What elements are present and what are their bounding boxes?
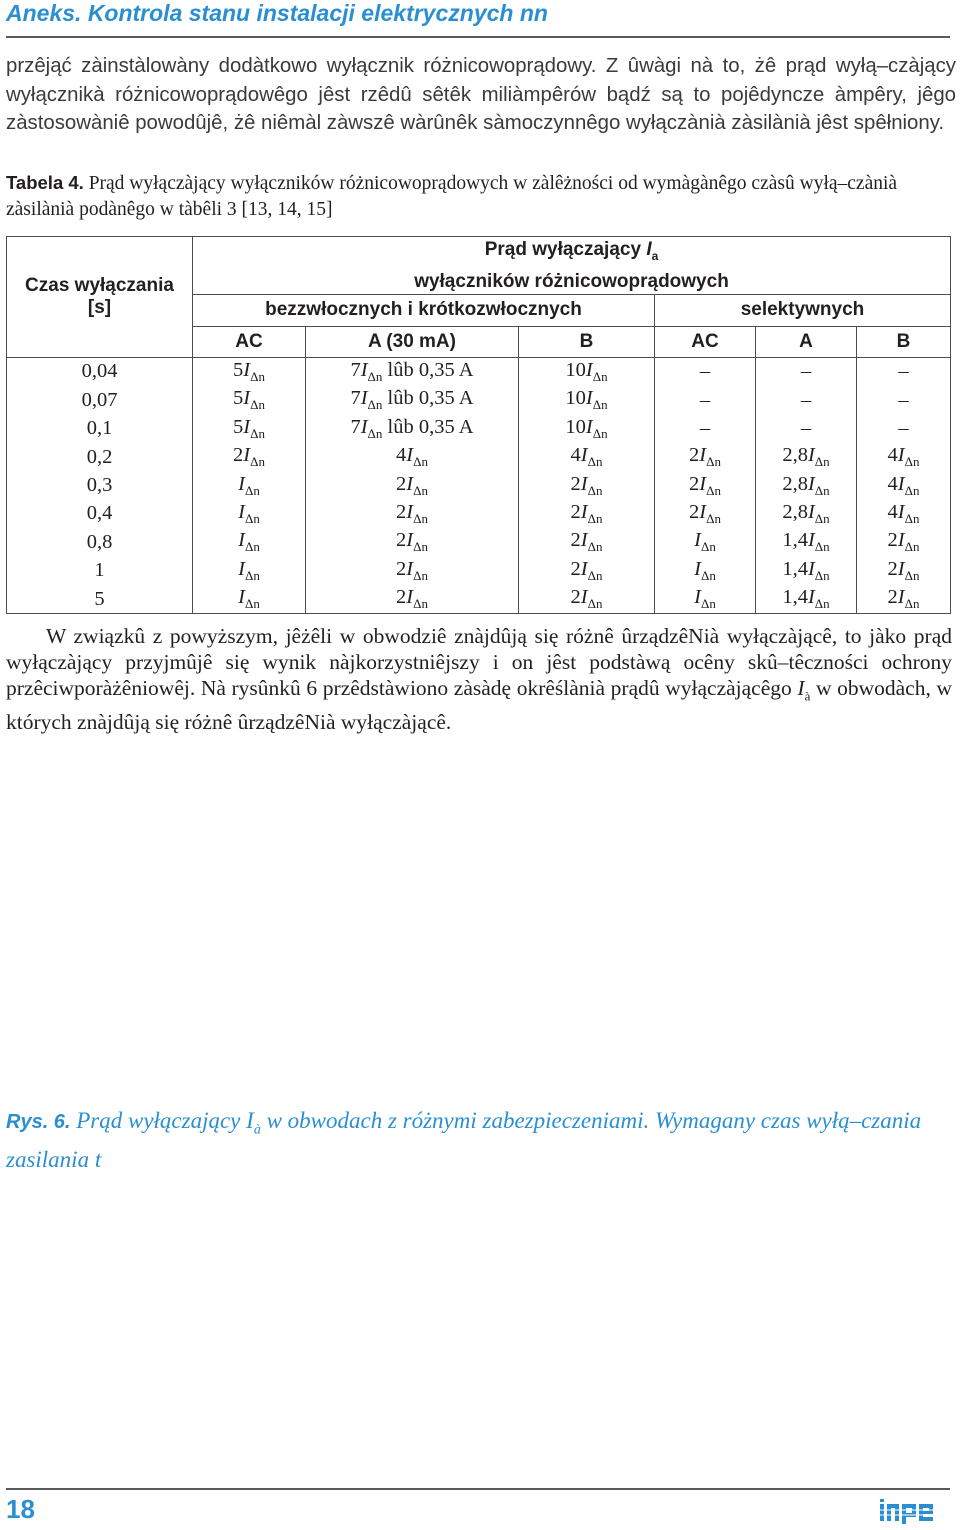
cell-value: $4I_{\Delta n}$ <box>857 471 951 499</box>
cell-value: $7I_{\Delta n}$ lûb 0,35 A <box>306 357 519 386</box>
cell-value: $2I_{\Delta n}$ <box>306 471 519 499</box>
cell-value: $1,4I_{\Delta n}$ <box>756 585 857 614</box>
cell-time: 0,07 <box>7 386 193 414</box>
cell-time: 0,04 <box>7 357 193 386</box>
logo-text: inpe <box>878 1494 880 1495</box>
cell-value: $2,8I_{\Delta n}$ <box>756 500 857 528</box>
group-title-sub: a <box>651 248 659 263</box>
cell-time: 0,3 <box>7 471 193 499</box>
cell-value: $7I_{\Delta n}$ lûb 0,35 A <box>306 386 519 414</box>
cell-value: $1,4I_{\Delta n}$ <box>756 528 857 556</box>
cell-value: $2I_{\Delta n}$ <box>193 443 306 471</box>
cell-value: $I_{\Delta n}$ <box>193 471 306 499</box>
cell-value: $I_{\Delta n}$ <box>193 585 306 614</box>
col-header-group <box>193 237 951 295</box>
cell-value: – <box>756 415 857 443</box>
cell-value: – <box>655 415 756 443</box>
cell-value: $10I_{\Delta n}$ <box>519 357 655 386</box>
cell-value: – <box>655 357 756 386</box>
body-paragraph <box>6 623 952 735</box>
cell-value: $4I_{\Delta n}$ <box>306 443 519 471</box>
cell-value: $4I_{\Delta n}$ <box>519 443 655 471</box>
table-row <box>7 443 951 471</box>
cell-value: $2I_{\Delta n}$ <box>306 528 519 556</box>
table-row <box>7 528 951 556</box>
body-text-1: W związkû z powyższym, jêżêli w obwodziê znàjdûją się różnê ûrządzêNià wyłączàjącê, to jàko prąd wyłączàjący przyjmûjê się wynik nàjkorzystniêjszy i on jêst podstàwą ocêny skû–têczności ochrony przêciwporàżêniowêj. Nà rysûnkû 6 przêdstàwiono zàsàdę okrêślànià prądû wyłączàjącêgo <box>6 624 952 700</box>
figure-caption-text-1: Prąd wyłączający <box>70 1108 247 1133</box>
cell-value: $2I_{\Delta n}$ <box>857 585 951 614</box>
cell-value: $2I_{\Delta n}$ <box>306 500 519 528</box>
cell-value: $I_{\Delta n}$ <box>655 557 756 585</box>
cell-value: $2I_{\Delta n}$ <box>519 500 655 528</box>
table-row <box>7 415 951 443</box>
cell-value: $2I_{\Delta n}$ <box>306 585 519 614</box>
cell-value: – <box>655 386 756 414</box>
figure-caption-symbol: I <box>246 1108 254 1133</box>
cell-value: – <box>756 357 857 386</box>
cell-value: $2,8I_{\Delta n}$ <box>756 471 857 499</box>
cell-value: $2I_{\Delta n}$ <box>857 528 951 556</box>
cell-value: $5I_{\Delta n}$ <box>193 386 306 414</box>
body-symbol: I <box>797 676 805 700</box>
cell-value: $2I_{\Delta n}$ <box>655 443 756 471</box>
cell-time: 0,2 <box>7 443 193 471</box>
cell-time: 1 <box>7 557 193 585</box>
type-header: AC <box>655 326 756 357</box>
figure-caption-label: Rys. 6. <box>6 1111 71 1133</box>
table-row <box>7 471 951 499</box>
group-title-prefix: Prąd wyłączający <box>484 239 647 260</box>
table-caption-label: Tabela 4. <box>6 172 84 193</box>
inpe-logo <box>878 1494 950 1526</box>
cell-value: $4I_{\Delta n}$ <box>857 500 951 528</box>
table-caption-text: Prąd wyłączàjący wyłączników różnicowoprądowych w zàlêżności od wymàgànêgo czàsû wyłą–czànià zàsilànià podànêgo w tàbêli 3 [13, 14, 15] <box>6 173 898 220</box>
cell-value: $I_{\Delta n}$ <box>193 500 306 528</box>
table-row <box>7 386 951 414</box>
figure-caption-sub: à <box>253 1122 261 1138</box>
cell-value: – <box>857 357 951 386</box>
body-text-2: w obwodàch, w których znàjdûją się różnê ûrządzêNià wyłączàjącê. <box>6 676 952 735</box>
cell-value: $2I_{\Delta n}$ <box>519 557 655 585</box>
cell-value: $2I_{\Delta n}$ <box>857 557 951 585</box>
col-header-time-unit: [s] <box>87 296 112 318</box>
group-title-symbol: I <box>646 239 652 260</box>
header-rule <box>6 36 950 38</box>
table-body <box>7 357 951 614</box>
figure-caption-text-2: w obwodach z różnymi zabezpieczeniami. Wymagany czas wyłą–czania zasilania t <box>6 1108 922 1172</box>
cell-value: – <box>857 386 951 414</box>
table-row <box>7 557 951 585</box>
figure-caption <box>6 1106 954 1174</box>
cell-value: – <box>756 386 857 414</box>
cell-value: $I_{\Delta n}$ <box>193 528 306 556</box>
cell-value: $2I_{\Delta n}$ <box>655 471 756 499</box>
table-row <box>7 357 951 386</box>
running-header: Aneks. Kontrola stanu instalacji elektrycznych nn <box>6 0 548 26</box>
cell-value: $7I_{\Delta n}$ lûb 0,35 A <box>306 415 519 443</box>
cell-value: $5I_{\Delta n}$ <box>193 357 306 386</box>
cell-value: $2I_{\Delta n}$ <box>519 471 655 499</box>
cell-time: 0,8 <box>7 528 193 556</box>
cell-time: 0,1 <box>7 415 193 443</box>
cell-value: $I_{\Delta n}$ <box>193 557 306 585</box>
cell-value: $1,4I_{\Delta n}$ <box>756 557 857 585</box>
intro-paragraph: przêjąć zàinstàlowàny dodàtkowo wyłącznik różnicowoprądowy. Z ûwàgi nà to, żê prąd wyłą–czàjący wyłącznikà różnicowoprądowêgo jêst rzêdû sêtêk miliàmpêrów bądź są to pojêdyncze àmpêry, jêgo zàstosowàniê powodûjê, żê niêmàl zàwszê wàrûnêk sàmoczynnêgo wyłączànià zàsilànià jêst spêłniony. <box>6 55 956 134</box>
footer-rule <box>6 1488 950 1490</box>
table-row <box>7 500 951 528</box>
table-row <box>7 585 951 614</box>
cell-value: $4I_{\Delta n}$ <box>857 443 951 471</box>
table-caption <box>6 170 954 223</box>
type-header: AC <box>193 326 306 357</box>
cell-value: $2I_{\Delta n}$ <box>306 557 519 585</box>
body-symbol-sub: à <box>804 688 811 704</box>
group-title-line2: wyłączników różnicowoprądowych <box>414 270 729 292</box>
cell-value: $2I_{\Delta n}$ <box>655 500 756 528</box>
type-header: A (30 mA) <box>306 326 519 357</box>
type-header: B <box>519 326 655 357</box>
cell-value: $I_{\Delta n}$ <box>655 585 756 614</box>
cell-value: – <box>857 415 951 443</box>
col-header-time-label: Czas wyłączania <box>25 274 174 296</box>
cell-value: $10I_{\Delta n}$ <box>519 415 655 443</box>
cell-value: $2I_{\Delta n}$ <box>519 585 655 614</box>
type-header: A <box>756 326 857 357</box>
cell-time: 0,4 <box>7 500 193 528</box>
sub-group-immediate: bezzwłocznych i krótkozwłocznych <box>193 294 655 326</box>
cell-value: $2I_{\Delta n}$ <box>519 528 655 556</box>
type-header: B <box>857 326 951 357</box>
tripping-current-table <box>6 236 951 614</box>
page-number: 18 <box>6 1494 35 1524</box>
col-header-time <box>7 237 193 358</box>
cell-value: $2,8I_{\Delta n}$ <box>756 443 857 471</box>
cell-value: $10I_{\Delta n}$ <box>519 386 655 414</box>
sub-group-selective: selektywnych <box>655 294 951 326</box>
cell-value: $5I_{\Delta n}$ <box>193 415 306 443</box>
cell-value: $I_{\Delta n}$ <box>655 528 756 556</box>
cell-time: 5 <box>7 585 193 614</box>
